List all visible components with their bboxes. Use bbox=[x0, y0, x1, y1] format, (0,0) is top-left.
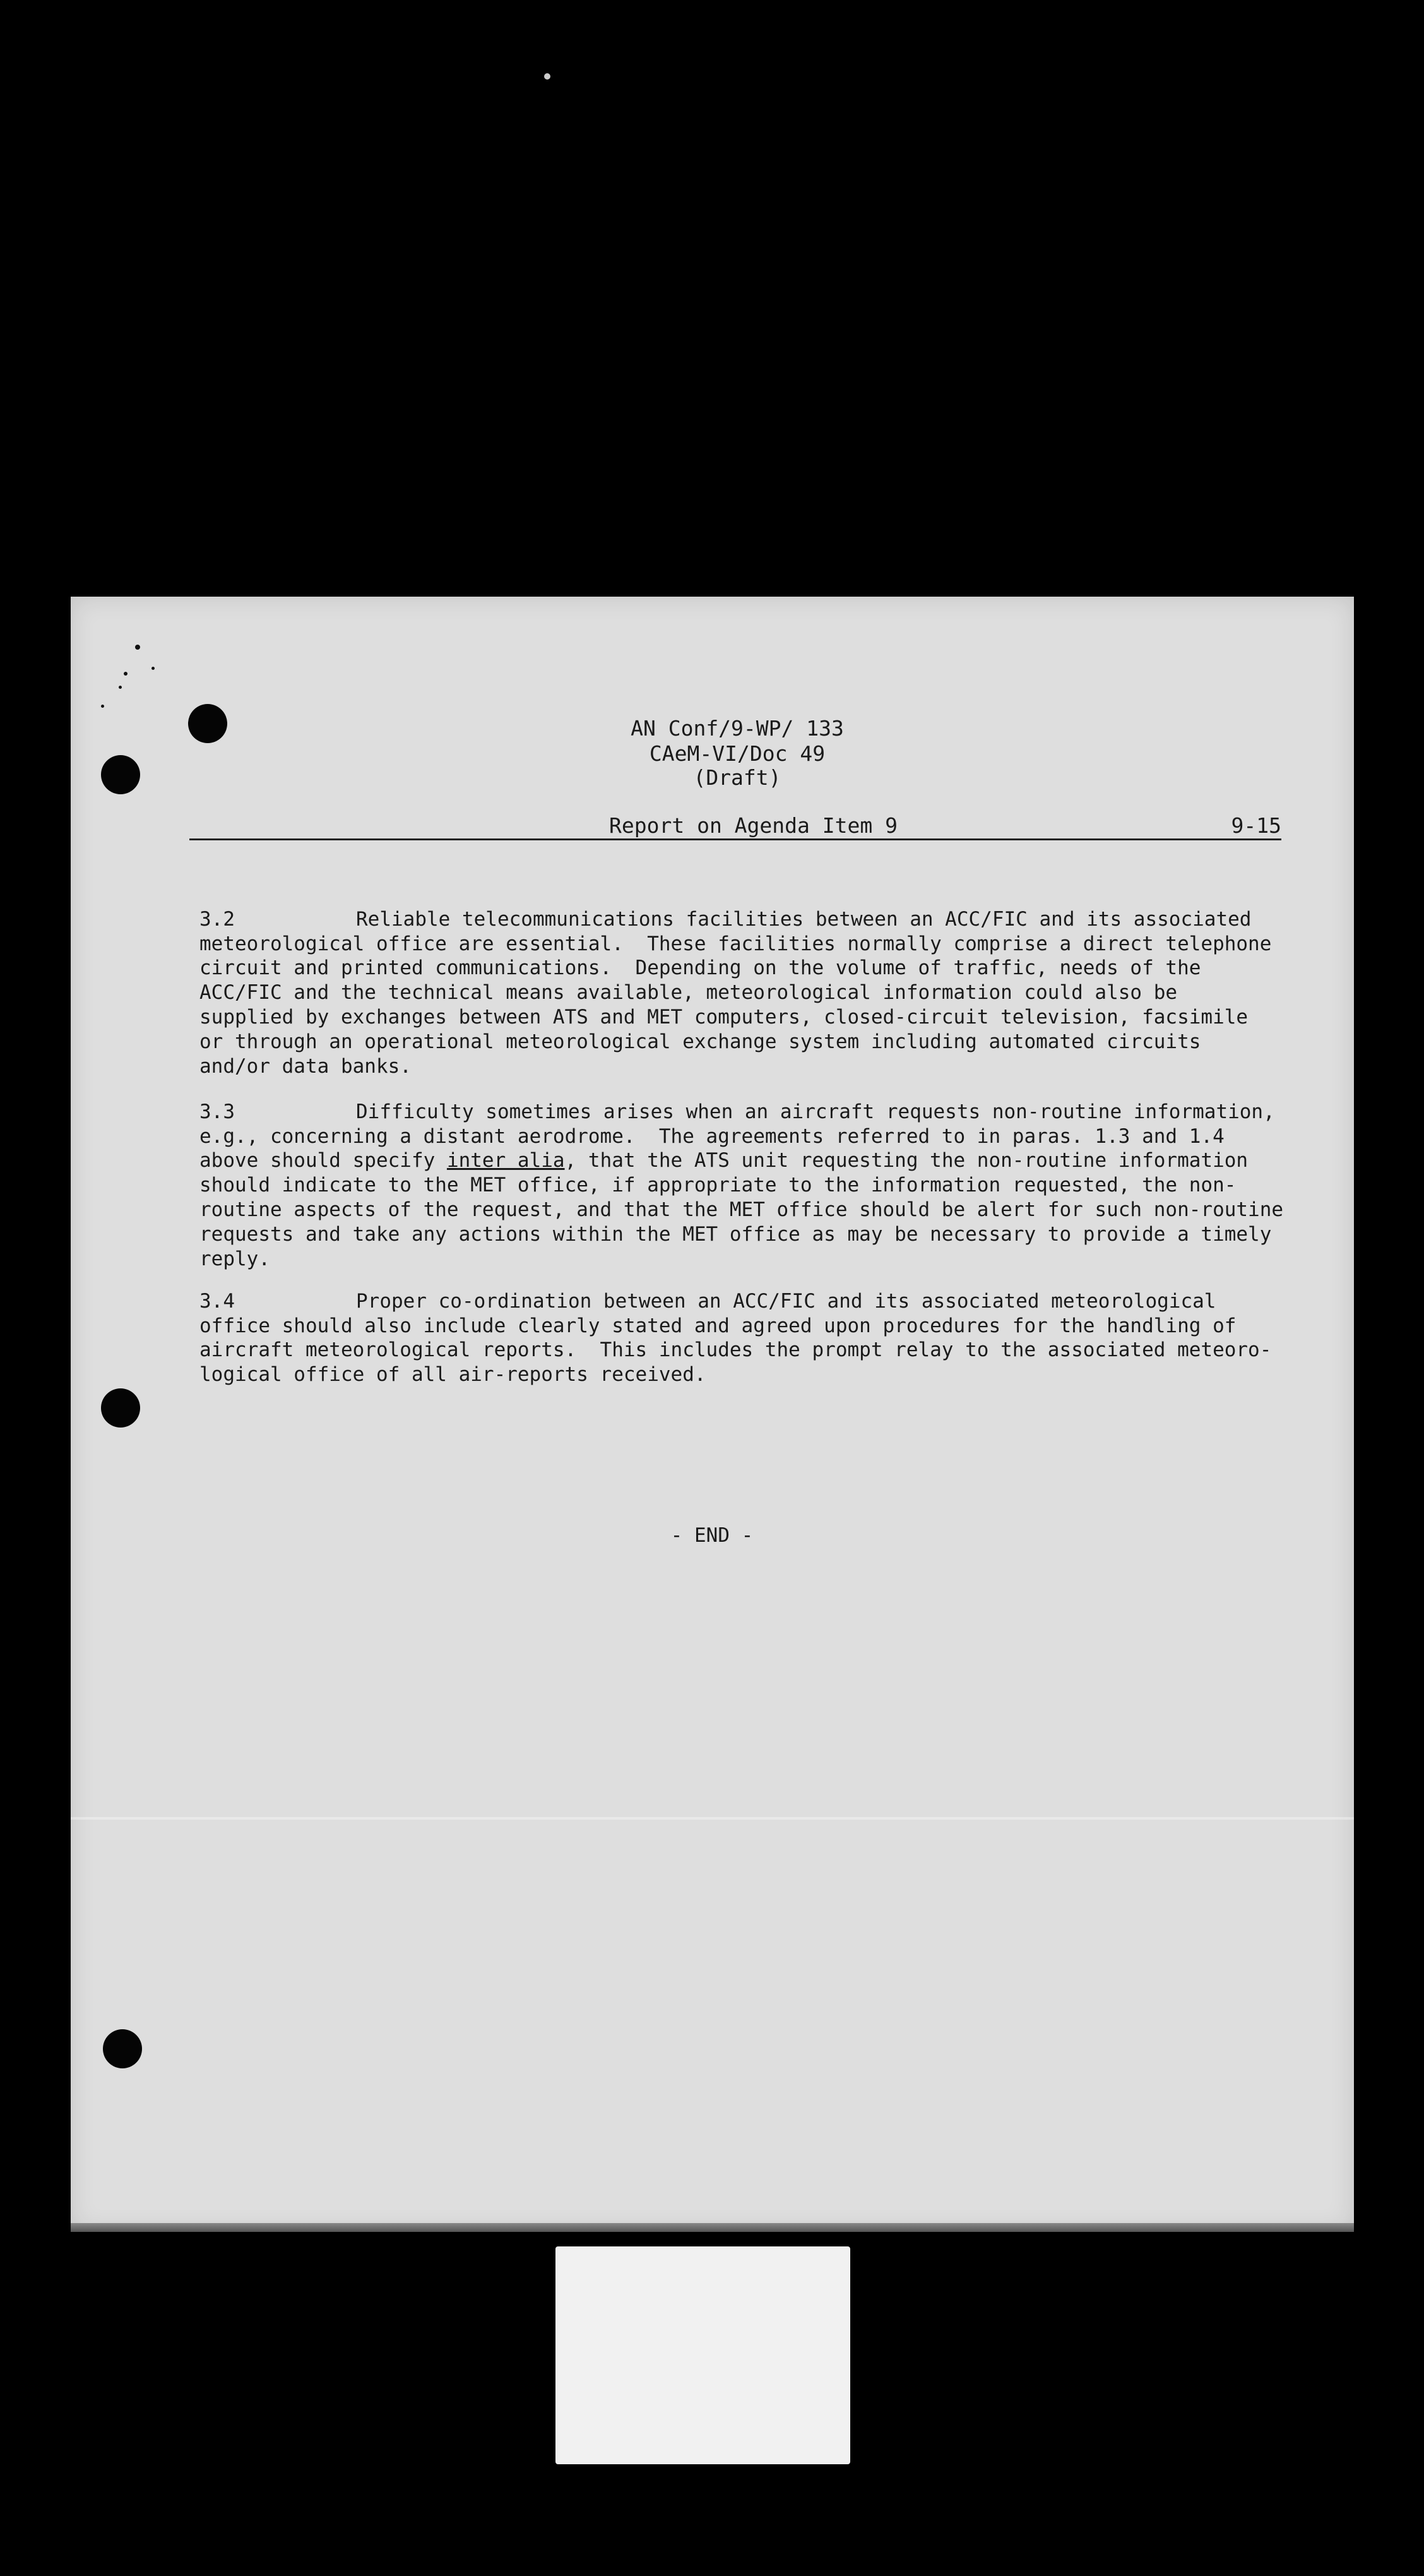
paragraph-line: or through an operational meteorological exchange system including automated circuits bbox=[199, 1030, 1201, 1053]
doc-reference-line-2: CAeM-VI/Doc 49 bbox=[649, 741, 826, 766]
paragraph-number: 3.3 bbox=[199, 1100, 235, 1123]
paragraph-line: Reliable telecommunications facilities between an ACC/FIC and its associated bbox=[356, 907, 1252, 931]
running-head bbox=[189, 813, 1281, 840]
scan-speck bbox=[101, 705, 104, 708]
paragraph-line: and/or data banks. bbox=[199, 1054, 412, 1078]
blank-target-card bbox=[555, 2246, 850, 2464]
doc-reference-line-1: AN Conf/9-WP/ 133 bbox=[631, 716, 844, 741]
paragraph-3-2 bbox=[199, 883, 1301, 1078]
paper-bottom-edge bbox=[71, 2223, 1354, 2232]
paragraph-3-4 bbox=[199, 1265, 1301, 1387]
paragraph-line: office should also include clearly stated and agreed upon procedures for the handling of bbox=[199, 1314, 1237, 1337]
paragraph-line: e.g., concerning a distant aerodrome. The agreements referred to in paras. 1.3 and 1.4 bbox=[199, 1124, 1225, 1148]
paragraph-line: above should specify bbox=[199, 1149, 447, 1172]
doc-status-line: (Draft) bbox=[693, 765, 781, 790]
paragraph-3-3 bbox=[199, 1075, 1301, 1271]
paragraph-line: aircraft meteorological reports. This includes the prompt relay to the associated meteoro- bbox=[199, 1339, 1272, 1362]
punch-hole bbox=[101, 1388, 140, 1428]
paragraph-line: routine aspects of the request, and that the MET office should be alert for such non-routine bbox=[199, 1198, 1284, 1221]
paragraph-line: , that the ATS unit requesting the non-routine information bbox=[564, 1149, 1249, 1172]
scan-speck bbox=[124, 672, 128, 676]
paragraph-line: circuit and printed communications. Depending on the volume of traffic, needs of the bbox=[199, 957, 1201, 980]
header-rule bbox=[189, 838, 1281, 840]
paragraph-line: supplied by exchanges between ATS and MET computers, closed-circuit television, facsimile bbox=[199, 1005, 1249, 1029]
paragraph-line: requests and take any actions within the MET office as may be necessary to provide a timely bbox=[199, 1222, 1272, 1246]
scan-speck bbox=[135, 645, 140, 650]
paragraph-number: 3.2 bbox=[199, 907, 235, 931]
scan-speck bbox=[151, 667, 155, 670]
scan-speck bbox=[119, 686, 122, 689]
document-page bbox=[71, 597, 1354, 2232]
paragraph-line: logical office of all air-reports received. bbox=[199, 1363, 706, 1386]
punch-hole bbox=[103, 2029, 142, 2068]
paragraph-line: should indicate to the MET office, if appropriate to the information requested, the non- bbox=[199, 1174, 1237, 1197]
running-head-title: Report on Agenda Item 9 bbox=[609, 813, 898, 838]
end-mark: - END - bbox=[670, 1524, 754, 1547]
paragraph-line: Proper co-ordination between an ACC/FIC and its associated meteorological bbox=[356, 1289, 1216, 1313]
paper-fold-line bbox=[71, 1817, 1354, 1820]
page-number: 9-15 bbox=[1231, 813, 1281, 838]
scan-speck bbox=[544, 73, 550, 80]
paragraph-line: reply. bbox=[199, 1247, 270, 1270]
paragraph-number: 3.4 bbox=[199, 1289, 235, 1313]
paragraph-line: ACC/FIC and the technical means available, meteorological information could also be bbox=[199, 981, 1178, 1005]
underlined-term: inter alia bbox=[446, 1149, 565, 1172]
paragraph-line: meteorological office are essential. These facilities normally comprise a direct telephone bbox=[199, 932, 1272, 955]
paragraph-line: Difficulty sometimes arises when an aircraft requests non-routine information, bbox=[356, 1100, 1275, 1123]
